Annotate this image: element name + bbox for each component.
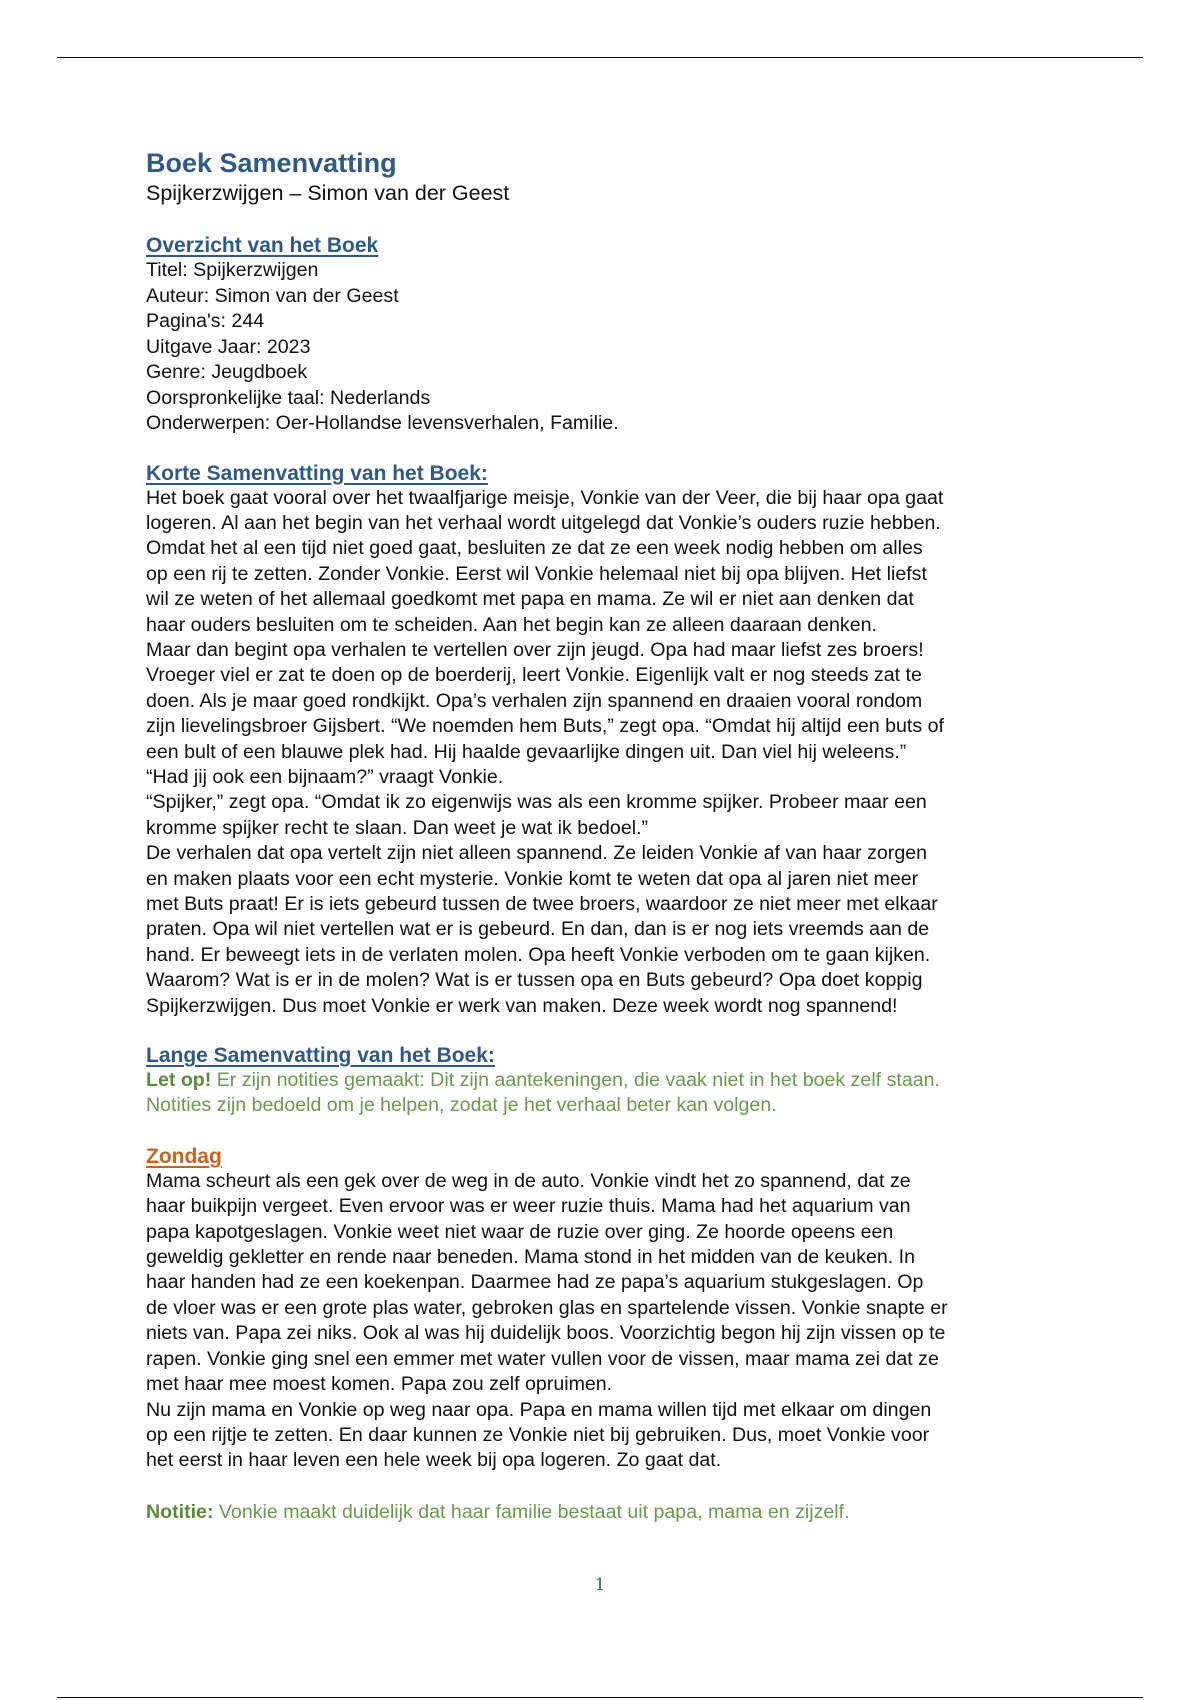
overview-heading: Overzicht van het Boek: [146, 234, 379, 257]
short-summary-line: en maken plaats voor een echt mysterie. Vonkie komt te weten dat opa al jaren niet meer: [146, 867, 919, 890]
sunday-line: Nu zijn mama en Vonkie op weg naar opa. Papa en mama willen tijd met elkaar om dingen: [146, 1398, 932, 1421]
short-summary-line: Omdat het al een tijd niet goed gaat, besluiten ze dat ze een week nodig hebben om alles: [146, 537, 923, 560]
short-summary-line: kromme spijker recht te slaan. Dan weet je wat ik bedoel.”: [146, 816, 649, 839]
overview-item-language: Oorspronkelijke taal: Nederlands: [146, 386, 431, 409]
sunday-line: geweldig gekletter en rende naar beneden. Mama stond in het midden van de keuken. In: [146, 1246, 916, 1269]
short-summary-line: een bult of een blauwe plek had. Hij haalde gevaarlijke dingen uit. Dan viel hij weleens.”: [146, 740, 907, 763]
page-content: [146, 147, 1066, 1525]
sunday-section: [146, 1144, 1066, 1525]
short-summary-line: De verhalen dat opa vertelt zijn niet alleen spannend. Ze leiden Vonkie af van haar zorgen: [146, 842, 928, 865]
short-summary-line: Vroeger viel er zat te doen op de boerderij, leert Vonkie. Eigenlijk valt er nog steeds zat te: [146, 664, 922, 687]
attention-note-label: Let op!: [146, 1069, 212, 1092]
overview-item-author: Auteur: Simon van der Geest: [146, 284, 399, 307]
attention-note: [146, 1068, 1066, 1093]
overview-item-genre: Genre: Jeugdboek: [146, 361, 308, 383]
sunday-line: de vloer was er een grote plas water, gebroken glas en spartelende vissen. Vonkie snapte er: [146, 1296, 948, 1319]
sunday-note-label: Notitie:: [146, 1500, 214, 1523]
short-summary-line: Spijkerzwijgen. Dus moet Vonkie er werk van maken. Deze week wordt nog spannend!: [146, 994, 898, 1017]
short-summary-line: zijn lievelingsbroer Gijsbert. “We noemden hem Buts,” zegt opa. “Omdat hij altijd een buts of: [146, 715, 944, 738]
document-title: Boek Samenvatting: [146, 148, 397, 178]
short-summary-line: met Buts praat! Er is iets gebeurd tussen de twee broers, waardoor ze niet meer met elkaar: [146, 893, 938, 915]
document-subtitle: Spijkerzwijgen – Simon van der Geest: [146, 181, 510, 205]
sunday-line: niets van. Papa zei niks. Ook al was hij duidelijk boos. Voorzichtig begon hij zijn vissen op te: [146, 1322, 946, 1345]
sunday-line: Mama scheurt als een gek over de weg in de auto. Vonkie vindt het zo spannend, dat ze: [146, 1169, 911, 1192]
short-summary-line: logeren. Al aan het begin van het verhaal wordt uitgelegd dat Vonkie’s ouders ruzie hebben.: [146, 511, 941, 534]
short-summary-line: “Spijker,” zegt opa. “Omdat ik zo eigenwijs was als een kromme spijker. Probeer maar een: [146, 791, 927, 814]
short-summary-line: haar ouders besluiten om te scheiden. Aan het begin kan ze alleen daaraan denken.: [146, 613, 877, 636]
short-summary-line: “Had jij ook een bijnaam?” vraagt Vonkie.: [146, 765, 504, 788]
top-rule: [57, 57, 1143, 58]
overview-item-year: Uitgave Jaar: 2023: [146, 335, 311, 358]
overview-item-title: Titel: Spijkerzwijgen: [146, 259, 319, 281]
page-number: 1: [594, 1575, 606, 1595]
overview-item-subjects: Onderwerpen: Oer-Hollandse levensverhalen, Familie.: [146, 412, 619, 434]
sunday-note-text: Vonkie maakt duidelijk dat haar familie bestaat uit papa, mama en zijzelf.: [213, 1500, 850, 1523]
bottom-rule: [57, 1697, 1143, 1698]
sunday-line: op een rijtje te zetten. En daar kunnen ze Vonkie niet bij gebruiken. Dus, moet Vonkie voor: [146, 1423, 930, 1446]
sunday-line: haar handen had ze een koekenpan. Daarmee had ze papa’s aquarium stukgeslagen. Op: [146, 1271, 924, 1294]
overview-item-pages: Pagina's: 244: [146, 310, 265, 332]
sunday-note: [146, 1500, 1066, 1525]
attention-note-line: Notities zijn bedoeld om je helpen, zodat je het verhaal beter kan volgen.: [146, 1094, 777, 1117]
long-summary-heading: Lange Samenvatting van het Boek:: [146, 1044, 495, 1068]
short-summary-line: wil ze weten of het allemaal goedkomt met papa en mama. Ze wil er niet aan denken dat: [146, 588, 914, 611]
sunday-line: papa kapotgeslagen. Vonkie weet niet waar de ruzie over ging. Ze hoorde opeens een: [146, 1220, 894, 1243]
overview-section: [146, 233, 1066, 437]
sunday-heading: Zondag: [146, 1144, 222, 1168]
sunday-line: met haar mee moest komen. Papa zou zelf opruimen.: [146, 1373, 613, 1396]
short-summary-section: [146, 461, 1066, 1020]
long-summary-section: [146, 1043, 1066, 1119]
short-summary-line: op een rij te zetten. Zonder Vonkie. Eerst wil Vonkie helemaal niet bij opa blijven. Het liefst: [146, 562, 927, 585]
short-summary-line: doen. Als je maar goed rondkijkt. Opa’s verhalen zijn spannend en draaien vooral rondom: [146, 689, 923, 712]
short-summary-line: Waarom? Wat is er in de molen? Wat is er tussen opa en Buts gebeurd? Opa doet koppig: [146, 969, 923, 992]
short-summary-line: praten. Opa wil niet vertellen wat er is gebeurd. En dan, dan is er nog iets vreemds aan de: [146, 918, 930, 941]
sunday-line: rapen. Vonkie ging snel een emmer met water vullen voor de vissen, maar mama zei dat ze: [146, 1347, 939, 1370]
short-summary-line: Maar dan begint opa verhalen te vertellen over zijn jeugd. Opa had maar liefst zes broers!: [146, 638, 924, 661]
sunday-line: haar buikpijn vergeet. Even ervoor was er weer ruzie thuis. Mama had het aquarium van: [146, 1195, 911, 1218]
short-summary-heading: Korte Samenvatting van het Boek:: [146, 461, 488, 485]
short-summary-line: hand. Er beweegt iets in de verlaten molen. Opa heeft Vonkie verboden om te gaan kijken.: [146, 943, 931, 966]
short-summary-line: Het boek gaat vooral over het twaalfjarige meisje, Vonkie van der Veer, die bij haar opa gaat: [146, 486, 944, 509]
sunday-line: het eerst in haar leven een hele week bij opa logeren. Zo gaat dat.: [146, 1449, 722, 1472]
attention-note-text: Er zijn notities gemaakt: Dit zijn aantekeningen, die vaak niet in het boek zelf staan.: [211, 1069, 940, 1092]
